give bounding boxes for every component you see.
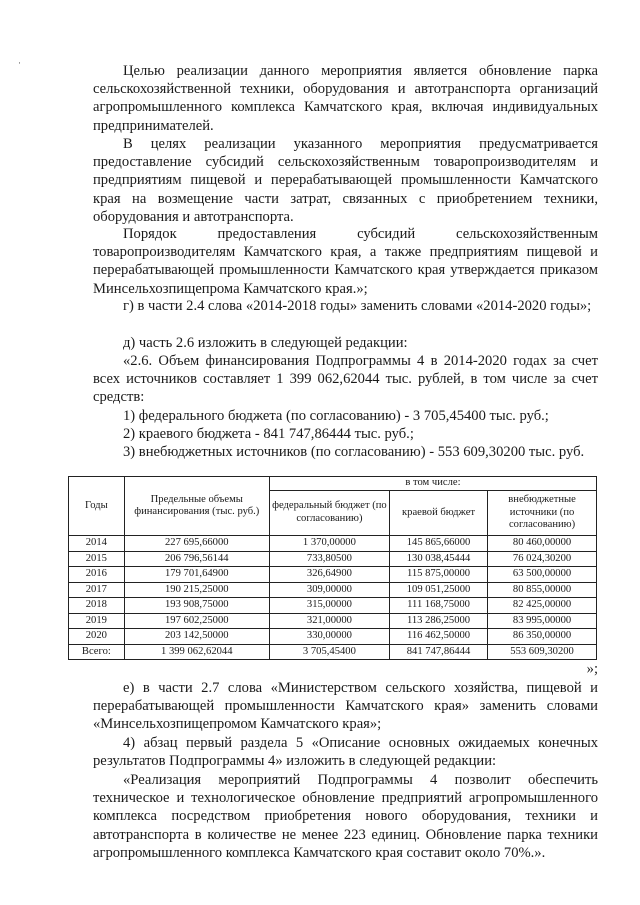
header-federal: федеральный бюджет (по согласованию) [269, 490, 389, 535]
cell-extra: 553 609,30200 [488, 644, 597, 660]
paragraph-amend-2-7: е) в части 2.7 слова «Министерством сельского хозяйства, пищевой и перерабатывающей промышленности Камчатского края» заменить словами «Минсельхозпищепромом Камчатского края»; [93, 680, 598, 733]
paragraph-extrabudget: 3) внебюджетных источников (по согласованию) - 553 609,30200 тыс. руб. [123, 444, 585, 460]
table-row [69, 567, 597, 583]
cell-year: 2016 [69, 567, 125, 583]
cell-regional: 113 286,25000 [389, 613, 487, 629]
header-group: в том числе: [269, 477, 596, 491]
cell-year: 2019 [69, 613, 125, 629]
cell-total: 1 399 062,62044 [124, 644, 269, 660]
cell-year: 2020 [69, 629, 125, 645]
cell-extra: 63 500,00000 [488, 567, 597, 583]
table-row [69, 629, 597, 645]
cell-year: 2017 [69, 582, 125, 598]
cell-extra: 76 024,30200 [488, 551, 597, 567]
cell-federal: 330,00000 [269, 629, 389, 645]
header-year: Годы [69, 477, 125, 536]
paragraph-section-5: 4) абзац первый раздела 5 «Описание основных ожидаемых конечных результатов Подпрограммы 4» изложить в следующей редакции: [93, 735, 598, 770]
table-row [69, 536, 597, 552]
cell-total: 179 701,64900 [124, 567, 269, 583]
table-row [69, 613, 597, 629]
cell-extra: 82 425,00000 [488, 598, 597, 614]
table-row [69, 582, 597, 598]
paragraph-procedure: Порядок предоставления субсидий сельскохозяйственным товаропроизводителям Камчатского края, а также предприятиям пищевой и перерабатывающей промышленности Камчатского края утверждается приказом Минсельхозпищепрома Камчатского края.»; [93, 226, 598, 297]
cell-year: 2014 [69, 536, 125, 552]
cell-regional: 841 747,86444 [389, 644, 487, 660]
cell-year: Всего: [69, 644, 125, 660]
paragraph-results: «Реализация мероприятий Подпрограммы 4 позволит обеспечить техническое и технологическое обновление предприятий агропромышленного комплекса посредством приобретения нового оборудования, техники и автотранспорта в количестве не менее 223 единиц. Обновление парка техники агропромышленного комплекса Камчатского края составит около 70%.». [93, 772, 598, 861]
cell-extra: 83 995,00000 [488, 613, 597, 629]
cell-total: 203 142,50000 [124, 629, 269, 645]
table-row-total [69, 644, 597, 660]
cell-federal: 733,80500 [269, 551, 389, 567]
corner-mark: · [18, 58, 21, 68]
cell-year: 2015 [69, 551, 125, 567]
cell-regional: 111 168,75000 [389, 598, 487, 614]
cell-federal: 321,00000 [269, 613, 389, 629]
table-closing-quote: »; [586, 661, 598, 677]
cell-total: 206 796,56144 [124, 551, 269, 567]
cell-extra: 80 460,00000 [488, 536, 597, 552]
cell-regional: 130 038,45444 [389, 551, 487, 567]
cell-total: 227 695,66000 [124, 536, 269, 552]
paragraph-amend-2-4: г) в части 2.4 слова «2014-2018 годы» заменить словами «2014-2020 годы»; [123, 298, 592, 314]
header-total: Предельные объемы финансирования (тыс. руб.) [124, 477, 269, 536]
cell-regional: 116 462,50000 [389, 629, 487, 645]
paragraph-amend-2-6: д) часть 2.6 изложить в следующей редакции: [123, 335, 408, 351]
cell-federal: 315,00000 [269, 598, 389, 614]
cell-federal: 3 705,45400 [269, 644, 389, 660]
paragraph-regional: 2) краевого бюджета - 841 747,86444 тыс. руб.; [123, 426, 414, 442]
header-extra: внебюджетные источники (по согласованию) [488, 490, 597, 535]
cell-federal: 309,00000 [269, 582, 389, 598]
paragraph-goal: Целью реализации данного мероприятия является обновление парка сельскохозяйственной техники, оборудования и автотранспорта организаций агропромышленного комплекса Камчатского края, включая индивидуальных предпринимателей. [93, 63, 598, 134]
cell-regional: 109 051,25000 [389, 582, 487, 598]
cell-regional: 115 875,00000 [389, 567, 487, 583]
paragraph-subsidies: В целях реализации указанного мероприятия предусматривается предоставление субсидий сельскохозяйственным товаропроизводителям и предприятиям пищевой и перерабатывающей промышленности Камчатского края на возмещение части затрат, связанных с приобретением техники, оборудования и автотранспорта. [93, 136, 598, 225]
paragraph-federal: 1) федерального бюджета (по согласованию) - 3 705,45400 тыс. руб.; [123, 408, 549, 424]
table-row [69, 551, 597, 567]
cell-total: 193 908,75000 [124, 598, 269, 614]
cell-regional: 145 865,66000 [389, 536, 487, 552]
cell-total: 190 215,25000 [124, 582, 269, 598]
cell-year: 2018 [69, 598, 125, 614]
header-regional: краевой бюджет [389, 490, 487, 535]
cell-federal: 326,64900 [269, 567, 389, 583]
cell-extra: 80 855,00000 [488, 582, 597, 598]
cell-extra: 86 350,00000 [488, 629, 597, 645]
paragraph-financing: «2.6. Объем финансирования Подпрограммы 4 в 2014-2020 годах за счет всех источников составляет 1 399 062,62044 тыс. рублей, в том числе за счет средств: [93, 353, 598, 406]
financing-table [68, 476, 597, 660]
table-row [69, 598, 597, 614]
cell-total: 197 602,25000 [124, 613, 269, 629]
cell-federal: 1 370,00000 [269, 536, 389, 552]
